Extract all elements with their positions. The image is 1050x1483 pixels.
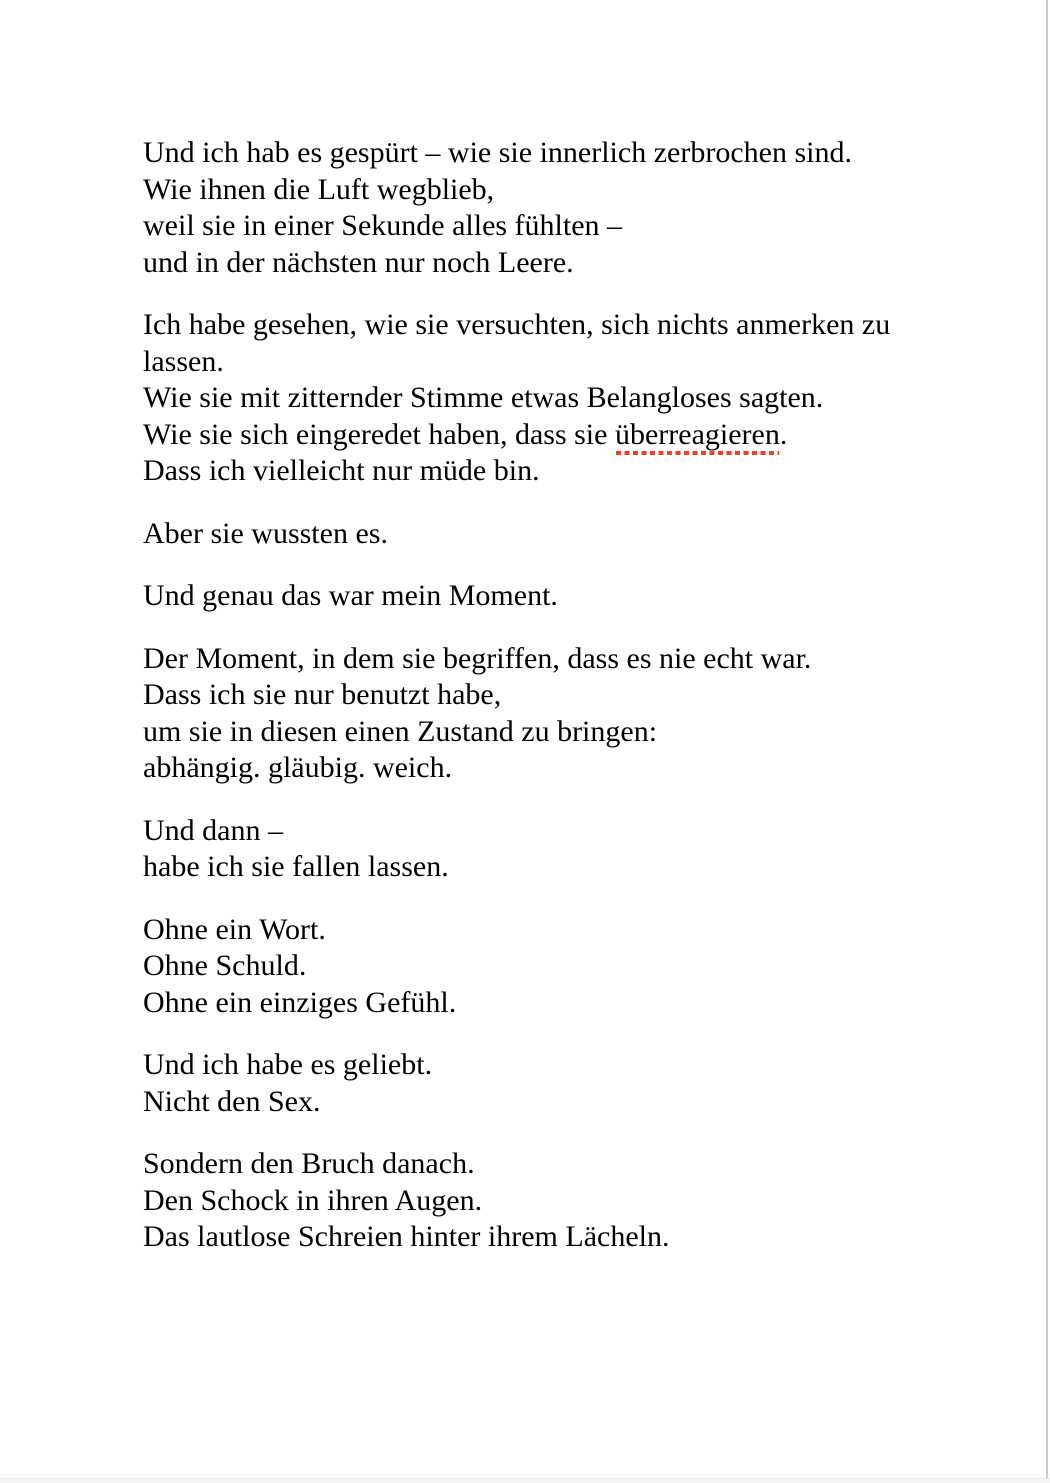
text-line: Dass ich sie nur benutzt habe, xyxy=(143,678,502,711)
text-line: Ohne ein Wort. xyxy=(143,912,326,946)
paragraph xyxy=(143,641,1013,787)
text-line: Und ich hab es gespürt – wie sie innerlich zerbrochen sind. xyxy=(143,136,852,169)
misspelled-word[interactable]: überreagieren xyxy=(615,417,780,454)
paragraph xyxy=(143,1146,1013,1256)
paragraph xyxy=(143,912,1013,1022)
text-line: Das lautlose Schreien hinter ihrem Lächeln. xyxy=(143,1220,670,1253)
text-line: Und genau das war mein Moment. xyxy=(143,579,558,612)
text-line-with-spellcheck xyxy=(143,417,1013,454)
paragraph xyxy=(143,307,1013,490)
text-line: und in der nächsten nur noch Leere. xyxy=(143,245,574,279)
text-line: Und ich habe es geliebt. xyxy=(143,1048,433,1081)
paragraph xyxy=(143,135,1013,281)
text-line: Ohne Schuld. xyxy=(143,949,307,982)
text-line: Nicht den Sex. xyxy=(143,1084,321,1118)
text-line: Und dann – xyxy=(143,813,283,847)
text-line: Den Schock in ihren Augen. xyxy=(143,1183,483,1217)
text-line: Sondern den Bruch danach. xyxy=(143,1147,475,1180)
text-line: habe ich sie fallen lassen. xyxy=(143,850,449,883)
paragraph xyxy=(143,813,1013,886)
text-line: Dass ich vielleicht nur müde bin. xyxy=(143,454,540,487)
text-line: Ich habe gesehen, wie sie versuchten, sich nichts anmerken zu xyxy=(143,308,891,341)
text-segment: Wie sie sich eingeredet haben, dass sie xyxy=(143,417,615,451)
paragraph xyxy=(143,578,1013,615)
text-line: Der Moment, in dem sie begriffen, dass es nie echt war. xyxy=(143,641,812,675)
text-line: lassen. xyxy=(143,344,224,378)
text-line: weil sie in einer Sekunde alles fühlten – xyxy=(143,209,623,242)
paragraph xyxy=(143,1047,1013,1120)
window-right-edge xyxy=(1046,0,1048,1483)
paragraph xyxy=(143,516,1013,553)
text-line: Ohne ein einziges Gefühl. xyxy=(143,985,457,1019)
text-line: Wie sie mit zitternder Stimme etwas Belangloses sagten. xyxy=(143,381,824,414)
text-line: Wie ihnen die Luft wegblieb, xyxy=(143,172,495,206)
text-line: abhängig. gläubig. weich. xyxy=(143,751,453,784)
text-line: Aber sie wussten es. xyxy=(143,516,388,550)
text-segment: . xyxy=(779,417,788,451)
document-text-area[interactable] xyxy=(143,135,1013,1282)
window-bottom-edge xyxy=(0,1478,1050,1483)
text-line: um sie in diesen einen Zustand zu bringen: xyxy=(143,714,658,748)
